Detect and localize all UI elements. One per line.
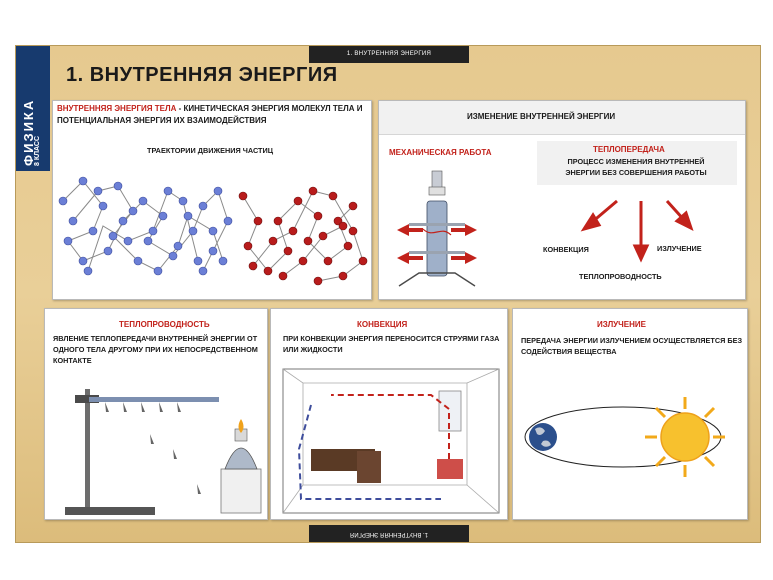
conduction-label: ТЕПЛОПРОВОДНОСТЬ	[579, 272, 662, 281]
subject-name: ФИЗИКА	[21, 98, 36, 166]
convection-label: КОНВЕКЦИЯ	[543, 245, 589, 254]
radiation-label: ИЗЛУЧЕНИЕ	[657, 244, 702, 253]
grade-label: 8 КЛАСС	[34, 135, 41, 166]
bottom-title-strip: 1. ВНУТРЕННЯЯ ЭНЕРГИЯ	[309, 525, 469, 542]
top-title-strip: 1. ВНУТРЕННЯЯ ЭНЕРГИЯ	[309, 46, 469, 63]
red-trajectory-lines	[243, 191, 363, 281]
red-particles	[239, 187, 367, 285]
particle-trajectories	[53, 161, 372, 300]
convection-illustration	[271, 309, 508, 520]
trajectories-label: ТРАЕКТОРИИ ДВИЖЕНИЯ ЧАСТИЦ	[147, 146, 274, 155]
blue-particles	[59, 177, 232, 275]
sun-icon	[645, 397, 725, 477]
mechanical-work-illustration	[379, 101, 746, 300]
conduction-title: ТЕПЛОПРОВОДНОСТЬ	[119, 320, 210, 329]
definition-panel	[52, 100, 372, 300]
heat-transfer-label: ТЕПЛОПЕРЕДАЧА	[593, 145, 665, 154]
radiation-illustration	[513, 309, 748, 520]
convection-text: ПРИ КОНВЕКЦИИ ЭНЕРГИЯ ПЕРЕНОСИТСЯ СТРУЯМИ ГАЗА ИЛИ ЖИДКОСТИ	[283, 334, 500, 354]
conduction-panel	[44, 308, 268, 520]
definition-body: - КИНЕТИЧЕСКАЯ ЭНЕРГИЯ МОЛЕКУЛ ТЕЛА И ПОТЕНЦИАЛЬНАЯ ЭНЕРГИЯ ИХ ВЗАИМОДЕЙСТВИЯ	[57, 104, 363, 125]
energy-change-title: ИЗМЕНЕНИЕ ВНУТРЕННЕЙ ЭНЕРГИИ	[467, 112, 616, 121]
subject-label	[21, 46, 41, 166]
convection-title: КОНВЕКЦИЯ	[357, 320, 408, 329]
heat-transfer-description: ПРОЦЕСС ИЗМЕНЕНИЯ ВНУТРЕННЕЙ ЭНЕРГИИ БЕЗ СОВЕРШЕНИЯ РАБОТЫ	[565, 157, 707, 177]
conduction-text: ЯВЛЕНИЕ ТЕПЛОПЕРЕДАЧИ ВНУТРЕННЕЙ ЭНЕРГИИ ОТ ОДНОГО ТЕЛА ДРУГОМУ ПРИ ИХ НЕПОСРЕДСТВЕННОМ КОНТАКТЕ	[53, 334, 258, 365]
energy-change-panel	[378, 100, 746, 300]
definition-text	[57, 103, 369, 127]
radiation-text: ПЕРЕДАЧА ЭНЕРГИИ ИЗЛУЧЕНИЕМ ОСУЩЕСТВЛЯЕТСЯ БЕЗ СОДЕЙСТВИЯ ВЕЩЕСТВА	[521, 336, 743, 356]
mechanical-work-label: МЕХАНИЧЕСКАЯ РАБОТА	[389, 148, 492, 157]
convection-panel	[270, 308, 508, 520]
earth-icon	[529, 423, 557, 451]
radiation-title: ИЗЛУЧЕНИЕ	[597, 320, 646, 329]
page-title: 1. ВНУТРЕННЯЯ ЭНЕРГИЯ	[66, 64, 338, 86]
conduction-illustration	[45, 309, 268, 520]
blue-trajectory-lines	[63, 181, 228, 271]
poster	[15, 45, 761, 543]
radiation-panel	[512, 308, 748, 520]
definition-term: ВНУТРЕННЯЯ ЭНЕРГИЯ ТЕЛА	[57, 104, 177, 113]
